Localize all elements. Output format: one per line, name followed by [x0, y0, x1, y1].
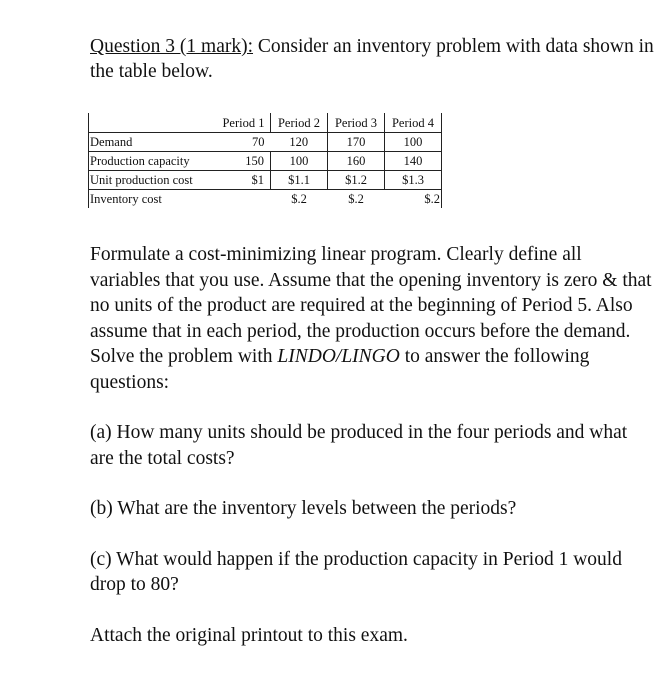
cell-capacity-p3: 160: [328, 152, 385, 171]
header-period-1: Period 1: [217, 113, 271, 133]
table-header-row: [89, 113, 442, 133]
row-label-demand: Demand: [89, 133, 218, 152]
cell-capacity-p2: 100: [271, 152, 328, 171]
header-period-3: Period 3: [328, 113, 385, 133]
header-period-2: Period 2: [271, 113, 328, 133]
attach-printout-note: Attach the original printout to this exam.: [90, 624, 408, 646]
table-row-demand: [89, 133, 442, 152]
cell-unit-cost-p1: $1: [217, 171, 271, 190]
cell-demand-p2: 120: [271, 133, 328, 152]
question-intro: [90, 34, 655, 84]
cell-inventory-cost-p3: $.2: [328, 190, 385, 209]
table-row-unit-cost: [89, 171, 442, 190]
cell-demand-p1: 70: [217, 133, 271, 152]
cell-unit-cost-p2: $1.1: [271, 171, 328, 190]
cell-capacity-p1: 150: [217, 152, 271, 171]
row-label-capacity: Production capacity: [89, 152, 218, 171]
table-row-capacity: [89, 152, 442, 171]
formulate-instructions: [90, 242, 655, 395]
part-b-question: (b) What are the inventory levels between the periods?: [90, 498, 517, 519]
cell-demand-p3: 170: [328, 133, 385, 152]
question-label: Question 3 (1 mark):: [90, 36, 254, 57]
row-label-inventory-cost: Inventory cost: [89, 190, 218, 209]
table-row-inventory-cost: [89, 190, 442, 209]
row-label-unit-cost: Unit production cost: [89, 171, 218, 190]
cell-capacity-p4: 140: [385, 152, 442, 171]
cell-unit-cost-p4: $1.3: [385, 171, 442, 190]
inventory-table-wrapper: [88, 113, 655, 208]
part-a-question: (a) How many units should be produced in the four periods and what are the total costs?: [90, 422, 628, 469]
software-name: LINDO/LINGO: [277, 346, 400, 367]
inventory-data-table: [88, 113, 442, 208]
cell-unit-cost-p3: $1.2: [328, 171, 385, 190]
cell-inventory-cost-p2: $.2: [271, 190, 328, 209]
table-corner-cell: [89, 113, 218, 133]
cell-inventory-cost-p1: [217, 190, 271, 209]
part-c-question: (c) What would happen if the production capacity in Period 1 would drop to 80?: [90, 548, 622, 595]
question-document: [90, 34, 655, 648]
header-period-4: Period 4: [385, 113, 442, 133]
cell-inventory-cost-p4: $.2: [385, 190, 442, 209]
formulate-text-after: to answer the following questions:: [90, 346, 590, 393]
cell-demand-p4: 100: [385, 133, 442, 152]
formulate-text-before: Formulate a cost-minimizing linear program. Clearly define all variables that you use. Assume that the opening inventory is zero & that no units of the product are required at the beginning of Period 5. Also assume that in each period, the production occurs before the demand. Solve the problem with: [90, 244, 652, 367]
question-intro-text: Consider an inventory problem with data shown in the table below.: [90, 36, 654, 82]
